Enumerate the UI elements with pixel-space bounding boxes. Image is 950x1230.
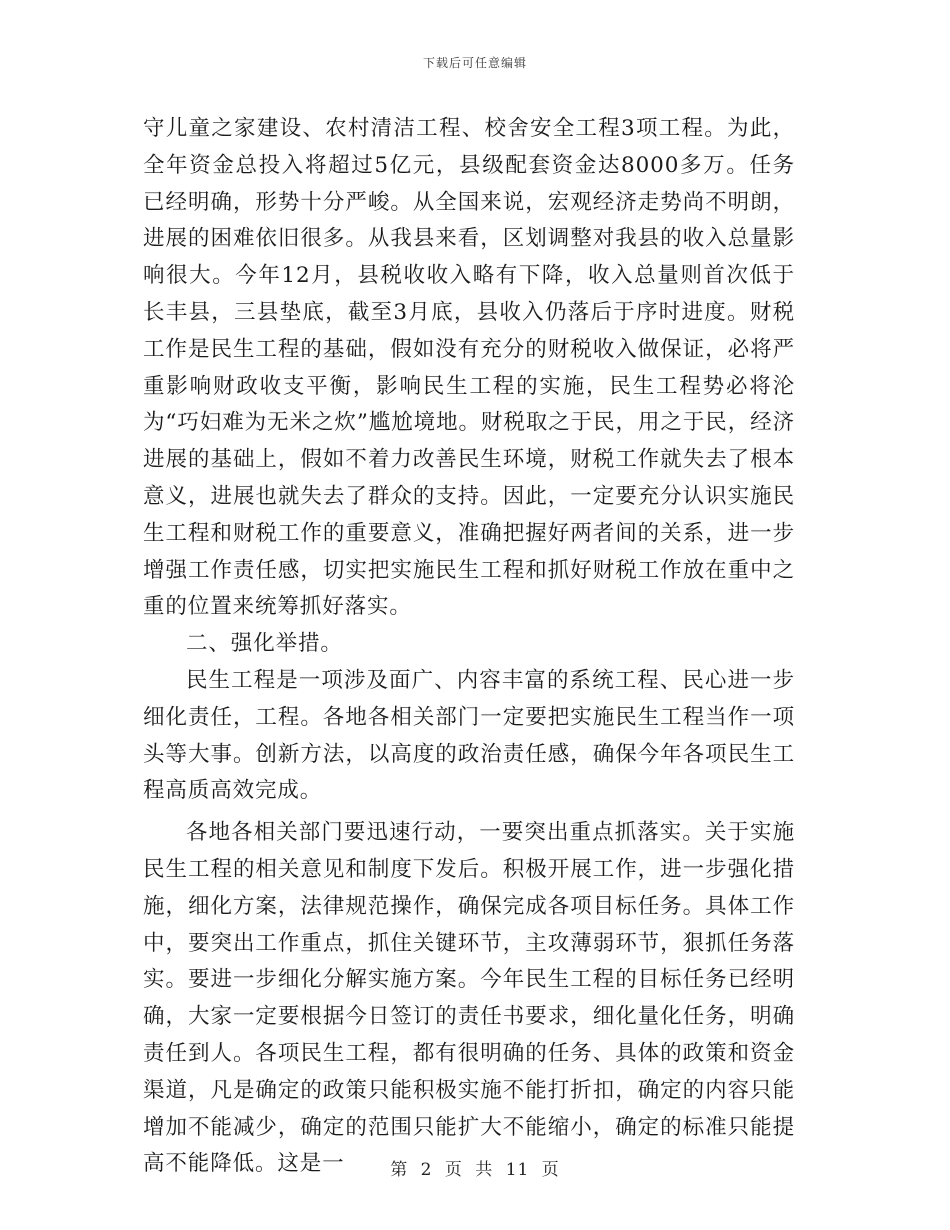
- paragraph-continuation: 守儿童之家建设、农村清洁工程、校舍安全工程3项工程。为此，全年资金总投入将超过5亿元，县级配套资金达8000多万。任务已经明确，形势十分严峻。从全国来说，宏观经济走势尚不明朗，进展的困难依旧很多。从我县来看，区划调整对我县的收入总量影响很大。今年12月，县税收收入略有下降，收入总量则首次低于长丰县，三县垫底，截至3月底，县收入仍落后于序时进度。财税工作是民生工程的基础，假如没有充分的财税收入做保证，必将严重影响财政收支平衡，影响民生工程的实施，民生工程势必将沦为“巧妇难为无米之炊”尴尬境地。财税取之于民，用之于民，经济进展的基础上，假如不着力改善民生环境，财税工作就失去了根本意义，进展也就失去了群众的支持。因此，一定要充分认识实施民生工程和财税工作的重要意义，准确把握好两者间的关系，进一步增强工作责任感，切实把实施民生工程和抓好财税工作放在重中之重的位置来统筹抓好落实。: [143, 116, 795, 620]
- paragraph: 各地各相关部门要迅速行动，一要突出重点抓落实。关于实施民生工程的相关意见和制度下发后。积极开展工作，进一步强化措施，细化方案，法律规范操作，确保完成各项目标任务。具体工作中，要突出工作重点，抓住关键环节，主攻薄弱环节，狠抓任务落实。要进一步细化分解实施方案。今年民生工程的目标任务已经明确，大家一定要根据今日签订的责任书要求，细化量化任务，明确责任到人。各项民生工程，都有很明确的任务、具体的政策和资金渠道，凡是确定的政策只能积极实施不能打折扣，确定的内容只能增加不能减少，确定的范围只能扩大不能缩小，确定的标准只能提高不能降低。这是一: [143, 820, 795, 1177]
- paragraph: 民生工程是一项涉及面广、内容丰富的系统工程、民心进一步细化责任，工程。各地各相关部门一定要把实施民生工程当作一项头等大事。创新方法，以高度的政治责任感，确保今年各项民生工程高质高效完成。: [143, 667, 795, 804]
- document-body: [143, 111, 795, 1183]
- header-note: 下载后可任意编辑: [422, 56, 527, 70]
- page-number: 第 2 页 共 11 页: [390, 1160, 560, 1180]
- section-heading: 二、强化举措。: [186, 631, 343, 657]
